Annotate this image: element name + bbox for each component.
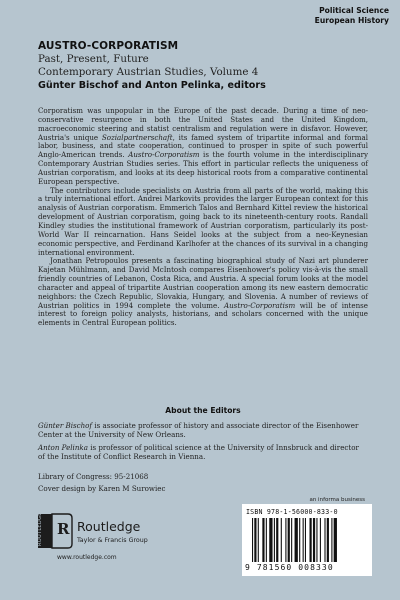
p1-text-a: Corporatism was unpopular in the Europe of the past decade. During a time of neo-conservative resurgence in both the United States and the United Kingdom, macroeconomic steering and statist centralism and regulation were in disfavor. However, Austria's unique xyxy=(38,106,368,142)
publisher-url: www.routledge.com xyxy=(57,554,117,561)
series-name: Contemporary Austrian Studies, Volume 4 xyxy=(38,66,259,78)
p1-term: Sozialpartnerschaft xyxy=(101,132,173,142)
publisher-group: Taylor & Francis Group xyxy=(77,537,148,544)
editor-bio-2 xyxy=(38,444,368,462)
barcode-bar xyxy=(281,518,282,562)
barcode-bar xyxy=(291,518,292,562)
barcode-bar xyxy=(276,518,278,562)
cover-design-credit: Cover design by Karen M Surowiec xyxy=(38,484,166,493)
p1-text-c: is the fourth volume in the interdisciplinary Contemporary Austrian Studies series. This effort in particular reflects the uniqueness of Austrian corporatism, and looks at its deep historical roots from a comparative continental European perspective. xyxy=(38,150,368,186)
isbn-text: ISBN 978-1-56000-833-0 xyxy=(246,508,338,516)
barcode-bar xyxy=(262,518,264,562)
barcode-bar xyxy=(254,518,256,562)
barcode-bar xyxy=(285,518,286,562)
p3-text-a: Jonathan Petropoulos presents a fascinating biographical study of Nazi art plunderer Kajetan Mühlmann, and David McIntosh compares Eisenhower's policy vis-à-vis the small friendly countries of Lebanon, Costa Rica, and Austria. A special forum looks at the model character and appeal of tripartite Austrian cooperation among its new eastern democratic neighbors: the Czech Republic, Slovakia, Hungary, and Slovenia. A number of reviews of Austrian politics in 1994 complete the volume. xyxy=(38,256,368,310)
description-paragraph-1 xyxy=(38,107,368,187)
bio1-text: is associate professor of history and associate director of the Eisenhower Center at the University of New Orleans. xyxy=(38,421,359,439)
barcode-group-1: 781560 xyxy=(256,563,293,572)
barcode-bar xyxy=(303,518,304,562)
barcode-bar xyxy=(320,518,321,562)
bio2-name: Anton Pelinka xyxy=(38,443,88,452)
barcode-bar xyxy=(295,518,298,562)
barcode-bar xyxy=(316,518,317,562)
editor-bio-1 xyxy=(38,422,368,440)
p3-text-b: will be of intense interest to foreign policy analysts, historians, and scholars concerned with the unique elements in Central European politics. xyxy=(38,300,368,328)
book-header xyxy=(38,39,368,92)
barcode-bar xyxy=(288,518,290,562)
logo-letter: R xyxy=(57,520,70,538)
logo-side-text: ROUTLEDGE xyxy=(37,512,43,546)
barcode-bar xyxy=(310,518,312,562)
publisher-name: Routledge xyxy=(77,519,141,534)
bio2-text: is professor of political science at the University of Innsbruck and director of the Institute of Conflict Research in Vienna. xyxy=(38,443,359,461)
subject-line-1: Political Science xyxy=(319,6,389,15)
editors-line: Günter Bischof and Anton Pelinka, editors xyxy=(38,80,266,91)
barcode-bar xyxy=(305,518,306,562)
barcode-bar xyxy=(299,518,300,562)
barcode-bar xyxy=(331,518,332,562)
subject-category xyxy=(315,6,389,26)
description-text xyxy=(38,107,368,328)
informa-tagline: an informa business xyxy=(309,497,365,503)
barcode-digits xyxy=(245,563,369,572)
subject-line-2: European History xyxy=(314,16,389,25)
barcode-lead-digit: 9 xyxy=(245,563,251,572)
p1-series-title: Austro-Corporatism xyxy=(128,150,200,160)
barcode-bars xyxy=(252,518,364,562)
barcode-bar xyxy=(274,518,275,562)
isbn-barcode xyxy=(242,504,372,576)
barcode-bar xyxy=(266,518,267,562)
barcode-bar xyxy=(258,518,259,562)
barcode-group-2: 008330 xyxy=(298,563,334,572)
book-title: AUSTRO-CORPORATISM xyxy=(38,40,179,52)
book-subtitle: Past, Present, Future xyxy=(38,53,149,65)
barcode-bar xyxy=(334,518,337,562)
library-of-congress: Library of Congress: 95-21068 xyxy=(38,472,149,481)
about-editors-heading: About the Editors xyxy=(165,406,241,415)
barcode-bar xyxy=(269,518,272,562)
p1-text-b: , its famed system of tripartite informal and formal labor, business, and state cooperation, continued to prosper in spite of such powerful Anglo-American trends. xyxy=(38,132,369,160)
barcode-bar xyxy=(313,518,315,562)
barcode-bar xyxy=(324,518,325,562)
barcode-bar xyxy=(327,518,329,562)
bio1-name: Günter Bischof xyxy=(38,421,93,430)
p3-series-title: Austro-Corporatism xyxy=(223,300,296,310)
description-paragraph-3 xyxy=(38,257,368,328)
routledge-logo xyxy=(38,512,158,552)
description-paragraph-2: The contributors include specialists on Austria from all parts of the world, making this a truly international effort. Andrei Markovits provides the larger European context for this analysis of Austrian corporatism. Emmerich Talos and Bernhard Kittel review the historical development of Austrian corporatism, going back to its nineteenth-century roots. Randall Kindley studies the institutional framework of Austrian corporatism, particularly its post-World War II reincarnation. Hans Seidel looks at the subject from a neo-Keynesian economic perspective, and Ferdinand Karlhofer at the chances of its survival in a changing international environment. xyxy=(38,185,368,257)
barcode-bar xyxy=(252,518,253,562)
